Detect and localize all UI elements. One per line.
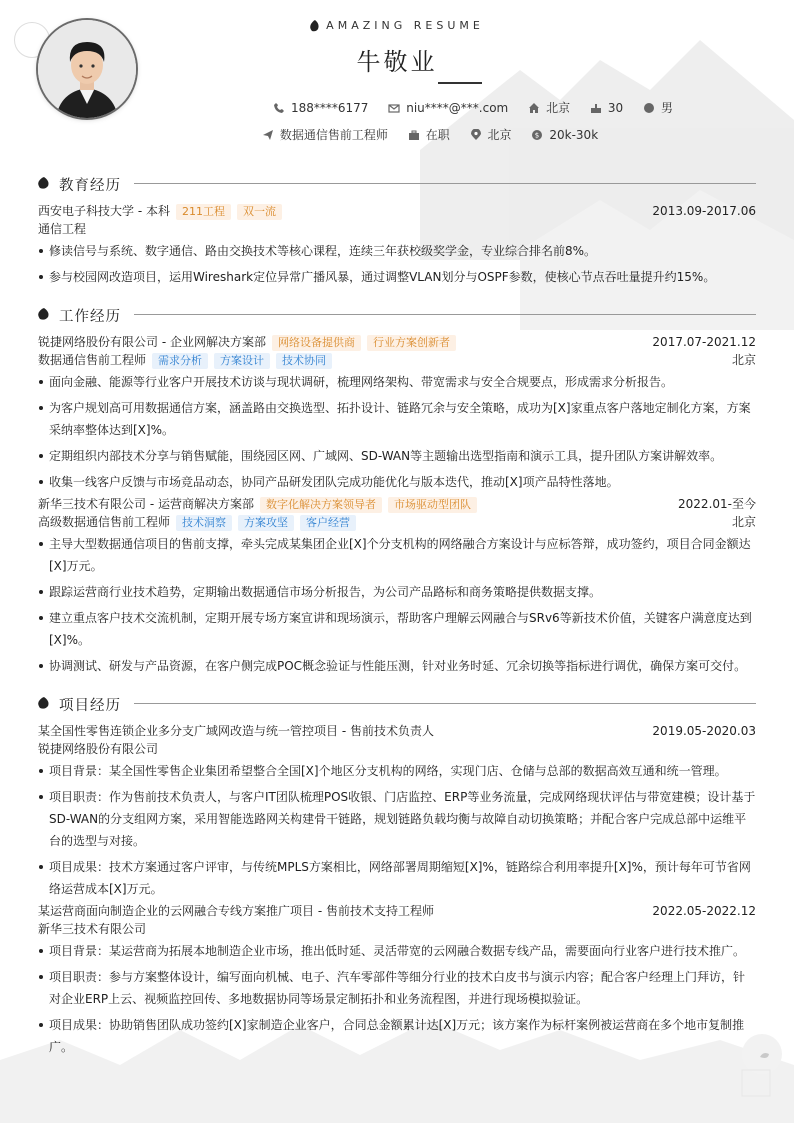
bullet-list xyxy=(38,760,756,900)
tag: 211工程 xyxy=(176,204,231,220)
section-title: 项目经历 xyxy=(59,698,121,714)
target-city-item: 北京 xyxy=(470,126,512,143)
salary-item: $ 20k-30k xyxy=(531,128,598,142)
bullet-list xyxy=(38,940,756,1058)
job-entry xyxy=(38,333,756,493)
major: 通信工程 xyxy=(38,222,87,236)
role-row xyxy=(38,513,756,531)
bullet-list xyxy=(38,371,756,493)
cake-icon xyxy=(590,102,602,114)
list-item: 项目成果：协助销售团队成功签约[X]家制造企业客户，合同总金额累计达[X]万元；该方案作为标杆案例被运营商在多个地市复制推广。 xyxy=(38,1014,756,1058)
list-item: 修读信号与系统、数字通信、路由交换技术等核心课程，连续三年获校级奖学金，专业综合排名前8%。 xyxy=(38,240,756,262)
leaf-icon xyxy=(38,308,50,320)
project-entry xyxy=(38,902,756,1058)
period: 2019.05-2020.03 xyxy=(652,724,756,738)
project-entry xyxy=(38,722,756,900)
education-section xyxy=(38,174,756,292)
list-item: 项目职责：参与方案整体设计，编写面向机械、电子、汽车零部件等细分行业的技术白皮书与演示内容；配合客户经理上门拜访，针对企业ERP上云、视频监控回传、多地数据协同等场景定制拓扑和业务流程图，并进行现场模拟验证。 xyxy=(38,966,756,1010)
list-item: 建立重点客户技术交流机制，定期开展专场方案宣讲和现场演示，帮助客户理解云网融合与SRv6等新技术价值，关键客户满意度达到[X]%。 xyxy=(38,607,756,651)
work-section xyxy=(38,305,756,681)
age-item: 30 xyxy=(590,101,623,115)
list-item: 项目背景：某全国性零售企业集团希望整合全国[X]个地区分支机构的网络，实现门店、仓储与总部的数据高效互通和统一管理。 xyxy=(38,760,756,782)
section-divider xyxy=(134,314,756,315)
section-header xyxy=(38,174,756,194)
education-entry xyxy=(38,202,756,288)
gender-icon xyxy=(643,102,655,114)
project-company: 新华三技术有限公司 xyxy=(38,922,147,936)
list-item: 主导大型数据通信项目的售前支撑，牵头完成某集团企业[X]个分支机构的网络融合方案设计与应标答辩，成功签约，项目合同金额达[X]万元。 xyxy=(38,533,756,577)
tag: 行业方案创新者 xyxy=(367,335,456,351)
section-header xyxy=(38,305,756,325)
company-name: 新华三技术有限公司 - 运营商解决方案部 xyxy=(38,497,254,511)
home-icon xyxy=(528,102,540,114)
briefcase-icon xyxy=(408,129,420,141)
job-entry xyxy=(38,495,756,677)
location-item: 北京 xyxy=(528,99,570,116)
section-divider xyxy=(134,703,756,704)
status-item: 在职 xyxy=(408,126,450,143)
money-icon xyxy=(531,129,543,141)
entry-header xyxy=(38,202,756,220)
list-item: 项目背景：某运营商为拓展本地制造企业市场，推出低时延、灵活带宽的云网融合数据专线产品，需要面向行业客户进行技术推广。 xyxy=(38,940,756,962)
list-item: 项目职责：作为售前技术负责人，与客户IT团队梳理POS收银、门店监控、ERP等业务流量，完成网络现状评估与带宽建模；设计基于SD-WAN的分支组网方案，采用智能选路网关构建骨干链路，规划链路负载均衡与故障自动切换策略；并配合客户完成总部中运维平台的选型与对接。 xyxy=(38,786,756,852)
period: 2022.05-2022.12 xyxy=(652,904,756,918)
project-company: 锐捷网络股份有限公司 xyxy=(38,742,159,756)
tag: 方案攻坚 xyxy=(238,515,294,531)
entry-header xyxy=(38,722,756,740)
role-title: 数据通信售前工程师 xyxy=(38,353,147,367)
section-title: 教育经历 xyxy=(59,178,121,194)
list-item: 协调测试、研发与产品资源，在客户侧完成POC概念验证与性能压测，针对业务时延、冗余切换等指标进行调优，确保方案可交付。 xyxy=(38,655,756,677)
leaf-icon xyxy=(310,20,320,32)
bullet-list xyxy=(38,240,756,288)
list-item: 跟踪运营商行业技术趋势，定期输出数据通信市场分析报告，为公司产品路标和商务策略提供数据支撑。 xyxy=(38,581,756,603)
mail-icon xyxy=(388,102,400,114)
list-item: 项目成果：技术方案通过客户评审，与传统MPLS方案相比，网络部署周期缩短[X]%，链路综合利用率提升[X]%，预计每年可节省网络运营成本[X]万元。 xyxy=(38,856,756,900)
brand-line xyxy=(0,19,794,32)
job-intent-row xyxy=(33,126,794,143)
tag: 技术协同 xyxy=(276,353,332,369)
brand-text: AMAZING RESUME xyxy=(326,19,484,32)
entry-header xyxy=(38,495,756,513)
list-item: 参与校园网改造项目，运用Wireshark定位异常广播风暴，通过调整VLAN划分与OSPF参数，使核心节点吞吐量提升约15%。 xyxy=(38,266,756,288)
tag: 方案设计 xyxy=(214,353,270,369)
list-item: 定期组织内部技术分享与销售赋能，围绕园区网、广域网、SD-WAN等主题输出选型指南和演示工具，提升团队方案讲解效率。 xyxy=(38,445,756,467)
section-title: 工作经历 xyxy=(59,309,121,325)
section-header xyxy=(38,694,756,714)
period: 2013.09-2017.06 xyxy=(652,204,756,218)
tag: 数字化解决方案领导者 xyxy=(260,497,382,513)
section-divider xyxy=(134,183,756,184)
phone-item: 188****6177 xyxy=(273,101,368,115)
entry-header xyxy=(38,333,756,351)
tag: 网络设备提供商 xyxy=(272,335,361,351)
phone-icon xyxy=(273,102,285,114)
role-title: 高级数据通信售前工程师 xyxy=(38,515,171,529)
role-row xyxy=(38,351,756,369)
school-name: 西安电子科技大学 - 本科 xyxy=(38,204,170,218)
city: 北京 xyxy=(731,353,756,367)
tag: 市场驱动型团队 xyxy=(388,497,477,513)
job-target-item: 数据通信售前工程师 xyxy=(262,126,388,143)
company-name: 锐捷网络股份有限公司 - 企业网解决方案部 xyxy=(38,335,266,349)
tag: 客户经营 xyxy=(300,515,356,531)
list-item: 收集一线客户反馈与市场竞品动态，协同产品研发团队完成功能优化与版本迭代，推动[X]项产品特性落地。 xyxy=(38,471,756,493)
list-item: 为客户规划高可用数据通信方案，涵盖路由交换选型、拓扑设计、链路冗余与安全策略，成功为[X]家重点客户落地定制化方案，方案采纳率整体达到[X]%。 xyxy=(38,397,756,441)
tag: 需求分析 xyxy=(152,353,208,369)
tag: 技术洞察 xyxy=(176,515,232,531)
email-item: niu****@***.com xyxy=(388,101,508,115)
leaf-icon xyxy=(38,177,50,189)
candidate-name: 牛敬业 xyxy=(356,48,438,76)
tag: 双一流 xyxy=(237,204,282,220)
entry-header xyxy=(38,902,756,920)
period: 2022.01-至今 xyxy=(678,497,756,511)
svg-text:$: $ xyxy=(535,131,540,140)
list-item: 面向金融、能源等行业客户开展技术访谈与现状调研，梳理网络架构、带宽需求与安全合规要点，形成需求分析报告。 xyxy=(38,371,756,393)
send-icon xyxy=(262,129,274,141)
gender-item: 男 xyxy=(643,99,673,116)
project-name: 某运营商面向制造企业的云网融合专线方案推广项目 - 售前技术支持工程师 xyxy=(38,904,434,918)
city: 北京 xyxy=(731,515,756,529)
project-name: 某全国性零售连锁企业多分支广域网改造与统一管控项目 - 售前技术负责人 xyxy=(38,724,434,738)
name-underline xyxy=(438,82,482,84)
bullet-list xyxy=(38,533,756,677)
project-section xyxy=(38,694,756,1062)
map-pin-icon xyxy=(470,129,482,141)
period: 2017.07-2021.12 xyxy=(652,335,756,349)
contact-row xyxy=(76,99,794,116)
leaf-icon xyxy=(38,697,50,709)
